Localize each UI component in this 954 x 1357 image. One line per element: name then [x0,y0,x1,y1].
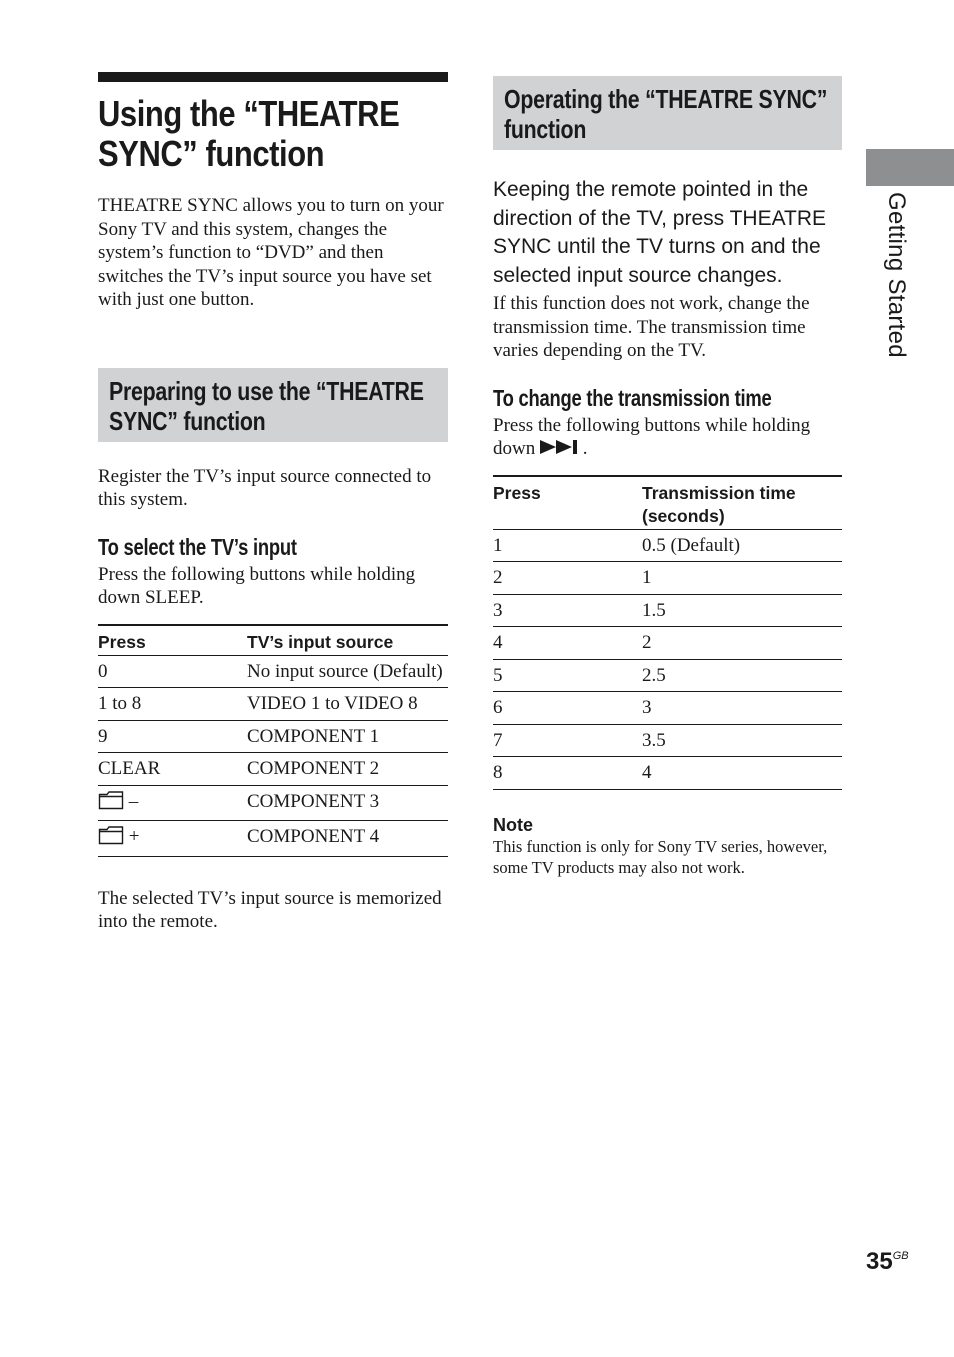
next-track-icon [540,438,583,459]
table-header-row [493,476,842,530]
table-header-source: TV’s input source [247,625,448,656]
table-row [493,627,842,660]
operating-paragraph: If this function does not work, change the transmission time. The transmission time varies depending on the TV. [493,293,810,361]
table-row [493,562,842,595]
table-row [493,529,842,562]
intro-paragraph: THEATRE SYNC allows you to turn on your Sony TV and this system, changes the system’s function to “DVD” and then switches the TV’s input source you have set with just one button. [98,195,444,310]
table-row [98,753,448,786]
table-cell-press: 8 [493,757,642,790]
left-column [98,72,448,934]
table-cell-press [98,785,247,821]
table-row [493,724,842,757]
table-cell-source: No input source (Default) [247,655,448,688]
table-row [493,659,842,692]
right-column [493,76,842,878]
section-title-preparing: Preparing to use the “THEATRE SYNC” function [109,375,424,436]
table-cell-time: 2.5 [642,659,842,692]
table-cell-press: 9 [98,720,247,753]
table-header-time: Transmission time (seconds) [642,476,842,530]
title-rule [98,72,448,82]
table-cell-source: VIDEO 1 to VIDEO 8 [247,688,448,721]
note-heading: Note [493,814,533,835]
section-header-preparing [98,368,448,442]
table-cell-press: 2 [493,562,642,595]
table-header-row [98,625,448,656]
table-row [98,785,448,821]
table-cell-time: 0.5 (Default) [642,529,842,562]
table-row [98,720,448,753]
table-cell-time: 1.5 [642,594,842,627]
table-cell-source: COMPONENT 2 [247,753,448,786]
table-cell-press: CLEAR [98,753,247,786]
chapter-tab [866,149,954,186]
table-cell-press [98,821,247,857]
table-cell-time: 3 [642,692,842,725]
table-cell-time: 2 [642,627,842,660]
page-number-value: 35 [866,1248,893,1275]
table-cell-press: 0 [98,655,247,688]
page-number-suffix: GB [892,1250,909,1262]
table-cell-source: COMPONENT 3 [247,785,448,821]
table-header-press: Press [98,625,247,656]
transmission-paragraph [493,414,842,461]
table-cell-press: 5 [493,659,642,692]
table-row [493,594,842,627]
folder-icon [98,790,124,817]
table-cell-time: 1 [642,562,842,595]
chapter-label: Getting Started [883,192,910,358]
subheading-transmission-time: To change the transmission time [493,384,772,411]
page-title: Using the “THEATRE SYNC” function [98,93,400,174]
table-cell-source: COMPONENT 4 [247,821,448,857]
transmission-text: Press the following buttons while holding down [493,414,811,459]
table-cell-press: 1 [493,529,642,562]
folder-plus-label: + [128,826,140,847]
transmission-time-table [493,475,842,790]
table-header-press: Press [493,476,642,530]
input-source-table [98,624,448,857]
page-number [866,1248,909,1276]
note-paragraph: This function is only for Sony TV series, however, some TV products may also not work. [493,836,828,877]
table-row [98,688,448,721]
table-cell-press: 4 [493,627,642,660]
table-cell-press: 3 [493,594,642,627]
table-row [493,757,842,790]
operating-lead-paragraph: Keeping the remote pointed in the direction of the TV, press THEATRE SYNC until the TV turns on and the selected input source changes. [493,178,827,287]
select-input-paragraph: Press the following buttons while holding down SLEEP. [98,563,416,608]
subheading-select-input: To select the TV’s input [98,533,297,560]
table-cell-source: COMPONENT 1 [247,720,448,753]
table-cell-time: 4 [642,757,842,790]
table-row [493,692,842,725]
folder-minus-label: – [128,790,139,812]
preparing-paragraph: Register the TV’s input source connected to this system. [98,465,432,510]
table-row [98,655,448,688]
section-header-operating [493,76,842,150]
table-cell-time: 3.5 [642,724,842,757]
table-cell-press: 7 [493,724,642,757]
transmission-text-end: . [582,438,588,459]
section-title-operating: Operating the “THEATRE SYNC” function [504,84,828,144]
table-row [98,821,448,857]
memorized-paragraph: The selected TV’s input source is memorized into the remote. [98,887,442,932]
table-cell-press: 6 [493,692,642,725]
folder-icon [98,825,124,852]
table-cell-press: 1 to 8 [98,688,247,721]
